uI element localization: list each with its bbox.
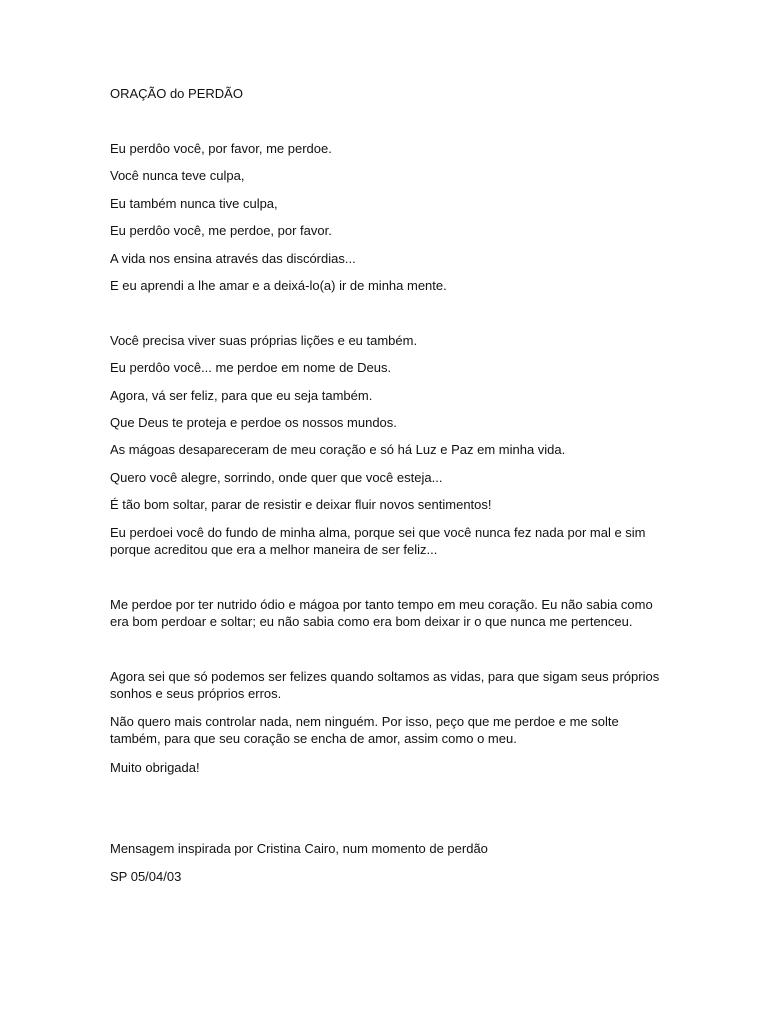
document-title: ORAÇÃO do PERDÃO: [110, 86, 243, 101]
text-line: Você precisa viver suas próprias lições e eu também.: [110, 333, 418, 348]
text-line: Agora, vá ser feliz, para que eu seja também.: [110, 388, 373, 403]
text-line: Quero você alegre, sorrindo, onde quer que você esteja...: [110, 470, 443, 485]
text-line: E eu aprendi a lhe amar e a deixá-lo(a) ir de minha mente.: [110, 278, 447, 293]
text-line: Agora sei que só podemos ser felizes quando soltamos as vidas, para que sigam seus próprios: [110, 669, 660, 684]
text-line: Muito obrigada!: [110, 760, 200, 775]
text-line: sonhos e seus próprios erros.: [110, 686, 282, 701]
text-line: Eu também nunca tive culpa,: [110, 196, 278, 211]
text-line: porque acreditou que era a melhor maneira de ser feliz...: [110, 542, 438, 557]
text-line: É tão bom soltar, parar de resistir e deixar fluir novos sentimentos!: [110, 497, 492, 512]
text-line: Você nunca teve culpa,: [110, 168, 245, 183]
date-line: SP 05/04/03: [110, 869, 182, 884]
text-line: era bom perdoar e soltar; eu não sabia como era bom deixar ir o que nunca me pertenceu.: [110, 614, 633, 629]
text-line: Me perdoe por ter nutrido ódio e mágoa por tanto tempo em meu coração. Eu não sabia como: [110, 597, 653, 612]
text-line: também, para que seu coração se encha de amor, assim como o meu.: [110, 731, 517, 746]
text-line: Eu perdôo você, por favor, me perdoe.: [110, 141, 332, 156]
text-line: Eu perdoei você do fundo de minha alma, porque sei que você nunca fez nada por mal e sim: [110, 525, 646, 540]
text-line: Não quero mais controlar nada, nem ninguém. Por isso, peço que me perdoe e me solte: [110, 714, 619, 729]
text-line: Que Deus te proteja e perdoe os nossos mundos.: [110, 415, 397, 430]
text-line: A vida nos ensina através das discórdias...: [110, 251, 356, 266]
text-line: Eu perdôo você, me perdoe, por favor.: [110, 223, 332, 238]
text-line: As mágoas desapareceram de meu coração e só há Luz e Paz em minha vida.: [110, 442, 566, 457]
signature-line: Mensagem inspirada por Cristina Cairo, num momento de perdão: [110, 841, 488, 856]
text-line: Eu perdôo você... me perdoe em nome de Deus.: [110, 360, 392, 375]
